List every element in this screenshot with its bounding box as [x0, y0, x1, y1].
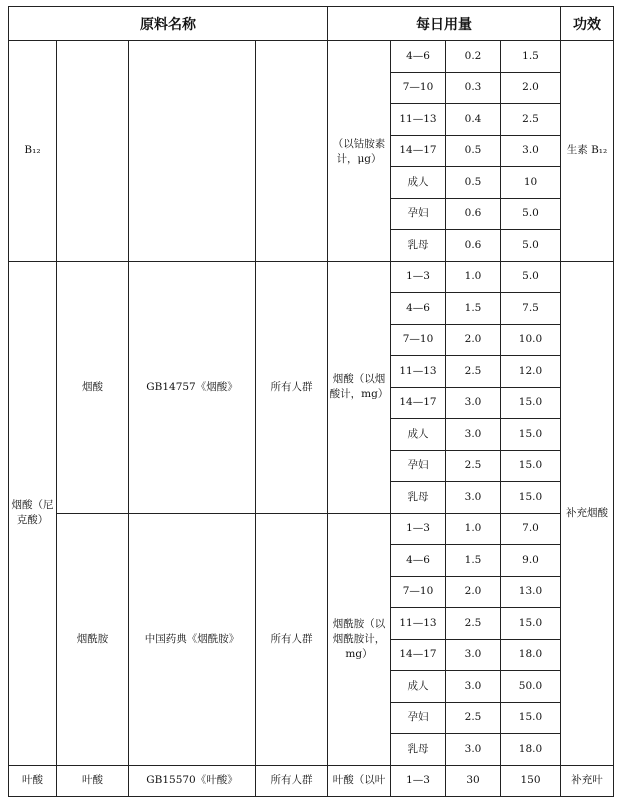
min-dose: 1.0: [446, 261, 501, 293]
min-dose: 3.0: [446, 387, 501, 419]
max-dose: 50.0: [501, 671, 561, 703]
age-group: 1—3: [391, 261, 446, 293]
min-dose: 0.5: [446, 135, 501, 167]
max-dose: 9.0: [501, 545, 561, 577]
age-group: 孕妇: [391, 450, 446, 482]
age-group: 11—13: [391, 104, 446, 136]
min-dose: 3.0: [446, 734, 501, 766]
max-dose: 5.0: [501, 261, 561, 293]
age-group: 14—17: [391, 387, 446, 419]
min-dose: 2.5: [446, 702, 501, 734]
min-dose: 0.4: [446, 104, 501, 136]
age-group: 14—17: [391, 135, 446, 167]
age-group: 4—6: [391, 545, 446, 577]
max-dose: 18.0: [501, 639, 561, 671]
max-dose: 10.0: [501, 324, 561, 356]
b12-population: [256, 41, 328, 262]
max-dose: 10: [501, 167, 561, 199]
folate-name: 叶酸: [9, 765, 57, 797]
nutrient-dosage-table: [8, 6, 614, 797]
niacin-population: 所有人群: [256, 261, 328, 513]
min-dose: 30: [446, 765, 501, 797]
header-daily-dosage: 每日用量: [328, 7, 561, 41]
b12-name: B₁₂: [9, 41, 57, 262]
age-group: 11—13: [391, 608, 446, 640]
min-dose: 3.0: [446, 419, 501, 451]
header-material-name: 原料名称: [9, 7, 328, 41]
min-dose: 2.5: [446, 608, 501, 640]
min-dose: 1.5: [446, 293, 501, 325]
table-row: [9, 765, 614, 797]
b12-function: 生素 B₁₂: [561, 41, 614, 262]
min-dose: 3.0: [446, 482, 501, 514]
age-group: 4—6: [391, 293, 446, 325]
age-group: 成人: [391, 167, 446, 199]
min-dose: 0.3: [446, 72, 501, 104]
max-dose: 2.0: [501, 72, 561, 104]
folate-compound: 叶酸: [57, 765, 129, 797]
b12-unit: （以钴胺素计，μg）: [328, 41, 391, 262]
header-function: 功效: [561, 7, 614, 41]
b12-standard: [129, 41, 256, 262]
max-dose: 15.0: [501, 419, 561, 451]
age-group: 1—3: [391, 765, 446, 797]
min-dose: 0.5: [446, 167, 501, 199]
age-group: 11—13: [391, 356, 446, 388]
min-dose: 1.0: [446, 513, 501, 545]
max-dose: 15.0: [501, 450, 561, 482]
min-dose: 2.5: [446, 450, 501, 482]
age-group: 乳母: [391, 734, 446, 766]
niacin-compound: 烟酸: [57, 261, 129, 513]
niacin-name: 烟酸（尼克酸）: [9, 261, 57, 765]
header-row: [9, 7, 614, 41]
max-dose: 2.5: [501, 104, 561, 136]
max-dose: 3.0: [501, 135, 561, 167]
age-group: 1—3: [391, 513, 446, 545]
niacin-standard: GB14757《烟酸》: [129, 261, 256, 513]
min-dose: 2.5: [446, 356, 501, 388]
age-group: 14—17: [391, 639, 446, 671]
age-group: 孕妇: [391, 198, 446, 230]
table-row: [9, 513, 614, 545]
age-group: 7—10: [391, 576, 446, 608]
max-dose: 18.0: [501, 734, 561, 766]
age-group: 乳母: [391, 482, 446, 514]
niacin-unit: 烟酸（以烟酸计，mg）: [328, 261, 391, 513]
nicotinamide-population: 所有人群: [256, 513, 328, 765]
age-group: 7—10: [391, 324, 446, 356]
max-dose: 5.0: [501, 198, 561, 230]
max-dose: 15.0: [501, 702, 561, 734]
min-dose: 3.0: [446, 671, 501, 703]
max-dose: 1.5: [501, 41, 561, 73]
min-dose: 0.2: [446, 41, 501, 73]
age-group: 7—10: [391, 72, 446, 104]
min-dose: 0.6: [446, 198, 501, 230]
table-row: [9, 41, 614, 73]
max-dose: 12.0: [501, 356, 561, 388]
folate-function: 补充叶: [561, 765, 614, 797]
folate-unit: [328, 765, 391, 797]
max-dose: 5.0: [501, 230, 561, 262]
age-group: 孕妇: [391, 702, 446, 734]
table-row: [9, 261, 614, 293]
nicotinamide-compound: 烟酰胺: [57, 513, 129, 765]
b12-compound: [57, 41, 129, 262]
folate-unit-text: 叶酸（以叶: [332, 774, 386, 787]
age-group: 成人: [391, 671, 446, 703]
max-dose: 15.0: [501, 608, 561, 640]
nicotinamide-standard: 中国药典《烟酰胺》: [129, 513, 256, 765]
max-dose: 15.0: [501, 387, 561, 419]
max-dose: 150: [501, 765, 561, 797]
min-dose: 2.0: [446, 324, 501, 356]
max-dose: 7.5: [501, 293, 561, 325]
min-dose: 1.5: [446, 545, 501, 577]
max-dose: 15.0: [501, 482, 561, 514]
folate-population: 所有人群: [256, 765, 328, 797]
table-body: [9, 41, 614, 797]
max-dose: 7.0: [501, 513, 561, 545]
niacin-function: 补充烟酸: [561, 261, 614, 765]
max-dose: 13.0: [501, 576, 561, 608]
min-dose: 3.0: [446, 639, 501, 671]
min-dose: 2.0: [446, 576, 501, 608]
nicotinamide-unit: 烟酰胺（以烟酰胺计，mg）: [328, 513, 391, 765]
age-group: 成人: [391, 419, 446, 451]
age-group: 乳母: [391, 230, 446, 262]
age-group: 4—6: [391, 41, 446, 73]
min-dose: 0.6: [446, 230, 501, 262]
folate-standard: GB15570《叶酸》: [129, 765, 256, 797]
